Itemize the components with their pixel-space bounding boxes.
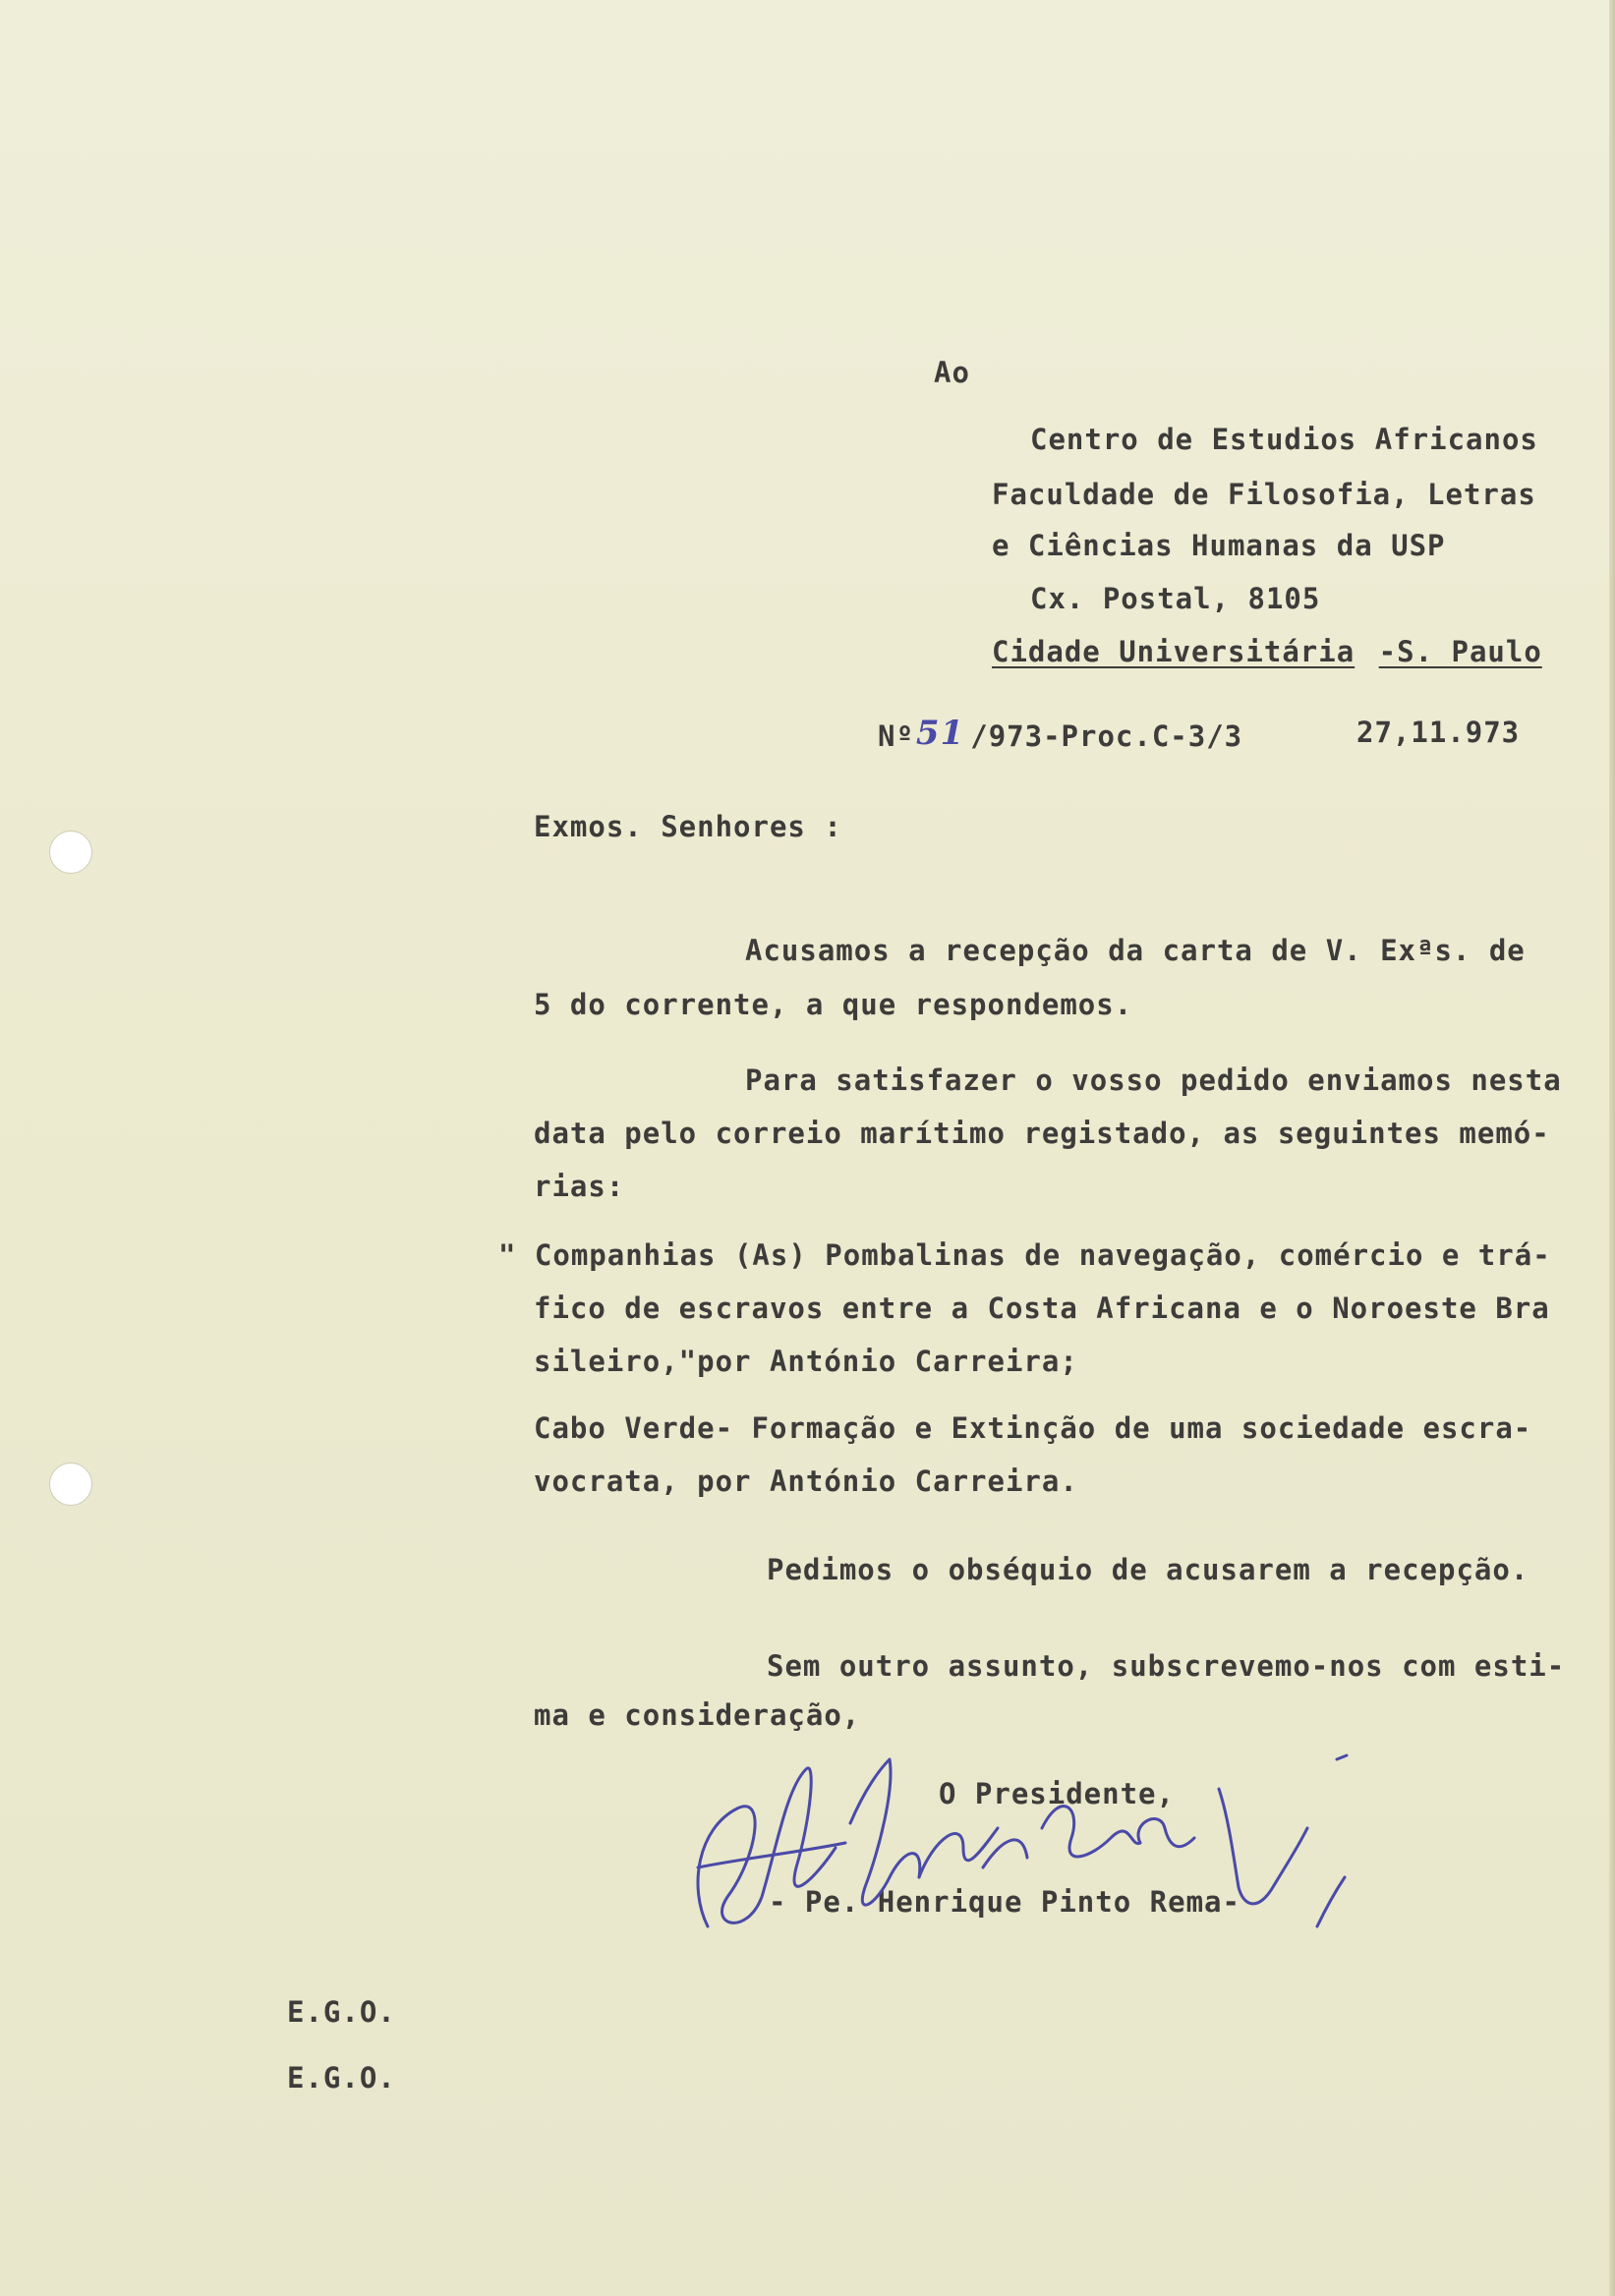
punch-hole-bottom	[49, 1463, 92, 1506]
letter-date: 27,11.973	[1356, 716, 1521, 749]
addressee-line-1: Centro de Estudios Africanos	[1030, 423, 1538, 456]
city-state: -S. Paulo	[1378, 635, 1542, 668]
paragraph-1-line-1: Acusamos a recepção da carta de V. Exªs. de	[745, 934, 1526, 967]
addressee-city	[992, 635, 1542, 668]
reference-prefix: Nº	[878, 719, 914, 753]
item-1-line-2: fico de escravos entre a Costa Africana e o Noroeste Bra	[534, 1292, 1550, 1325]
closing-title: O Presidente,	[939, 1777, 1175, 1810]
addressee-line-3: e Ciências Humanas da USP	[992, 529, 1446, 562]
addressee-line-4: Cx. Postal, 8105	[1030, 582, 1321, 615]
closing-name: - Pe. Henrique Pinto Rema-	[769, 1885, 1240, 1919]
paragraph-4-line-2: ma e consideração,	[534, 1698, 861, 1732]
paragraph-1-line-2: 5 do corrente, a que respondemos.	[534, 988, 1133, 1021]
reference-code: /973-Proc.C-3/3	[970, 719, 1243, 753]
paragraph-2-line-2: data pelo correio marítimo registado, as seguintes memó-	[534, 1117, 1550, 1150]
handwritten-reference-number: 51	[915, 714, 965, 753]
initials-1: E.G.O.	[287, 1995, 396, 2029]
initials-2: E.G.O.	[287, 2061, 396, 2095]
greeting: Exmos. Senhores :	[534, 810, 842, 843]
city-name: Cidade Universitária	[992, 635, 1355, 668]
addressee-line-2: Faculdade de Filosofia, Letras	[992, 478, 1536, 511]
item-2-line-2: vocrata, por António Carreira.	[534, 1464, 1078, 1498]
addressee-salutation: Ao	[934, 356, 970, 389]
paragraph-4-line-1: Sem outro assunto, subscrevemo-nos com esti-	[767, 1649, 1566, 1683]
punch-hole-top	[49, 831, 92, 874]
paragraph-3: Pedimos o obséquio de acusarem a recepção.	[767, 1553, 1529, 1586]
item-1-line-1: " Companhias (As) Pombalinas de navegação, comércio e trá-	[498, 1238, 1551, 1272]
reference-line	[878, 716, 1242, 755]
item-2-line-1: Cabo Verde- Formação e Extinção de uma sociedade escra-	[534, 1411, 1532, 1445]
signature-scribble	[668, 1730, 1494, 1985]
paragraph-2-line-1: Para satisfazer o vosso pedido enviamos nesta	[745, 1063, 1562, 1097]
item-1-line-3: sileiro,"por António Carreira;	[534, 1345, 1078, 1378]
paragraph-2-line-3: rias:	[534, 1170, 625, 1203]
paper-edge	[1609, 0, 1615, 2296]
